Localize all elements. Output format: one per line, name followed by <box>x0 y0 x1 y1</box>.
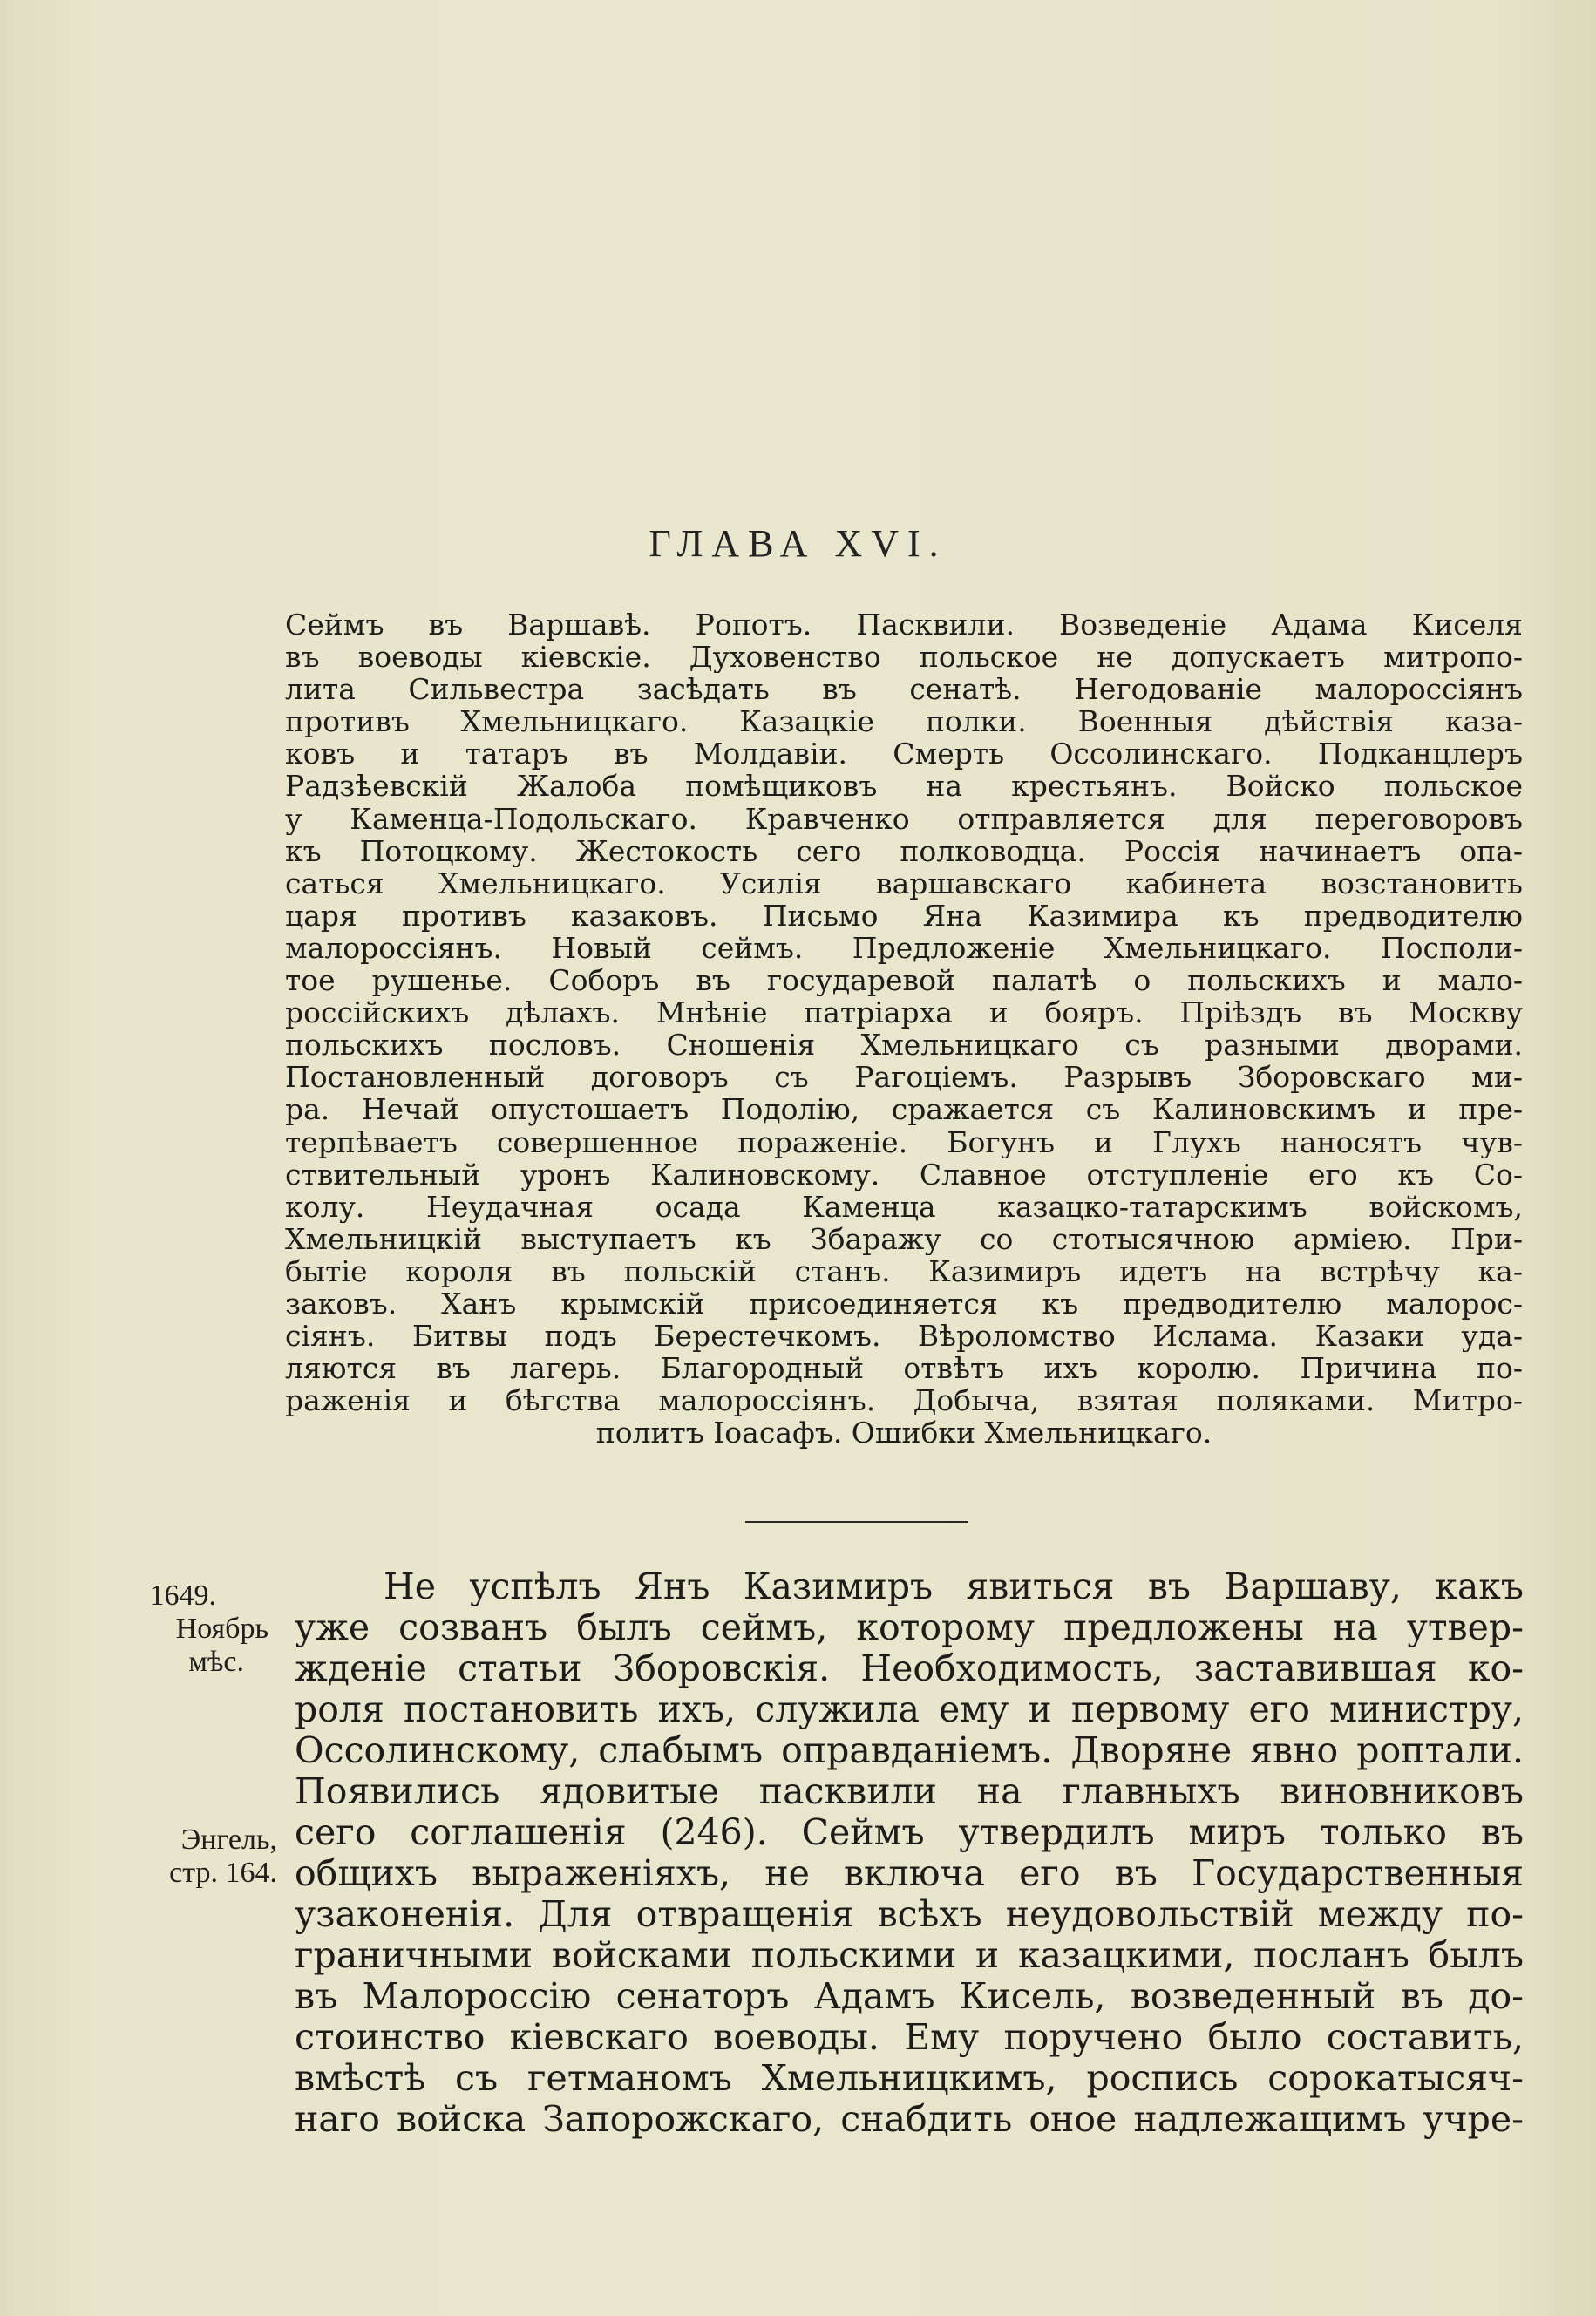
summary-line: къ Потоцкому. Жестокость сего полководца. Россія начинаетъ опа- <box>285 834 1523 867</box>
summary-line: Хмельницкій выступаетъ къ Збаражу со стотысячною арміею. При- <box>285 1222 1523 1255</box>
body-line: сего соглашенія (246). Сеймъ утвердилъ миръ только въ <box>295 1812 1524 1853</box>
body-line: наго войска Запорожскаго, снабдить оное надлежащимъ учре- <box>295 2099 1524 2140</box>
body-line: узаконенія. Для отвращенія всѣхъ неудовольствій между по- <box>295 1894 1524 1935</box>
summary-line: въ воеводы кіевскіе. Духовенство польское не допускаетъ митропо- <box>285 641 1523 674</box>
margin-date-abbr: мѣс. <box>188 1646 244 1678</box>
margin-date <box>94 1579 268 1679</box>
chapter-title: ГЛАВА XVI. <box>649 522 947 565</box>
body-line: стоинство кіевскаго воеводы. Ему поручено было составить, <box>295 2017 1524 2058</box>
summary-line: сіянъ. Битвы подъ Берестечкомъ. Вѣроломство Ислама. Казаки уда- <box>285 1320 1523 1353</box>
body-text <box>295 1566 1524 2140</box>
body-line: роля постановить ихъ, служила ему и первому его министру, <box>295 1689 1524 1730</box>
summary-line: терпѣваетъ совершенное пораженіе. Богунъ и Глухъ наносятъ чув- <box>285 1125 1523 1158</box>
summary-line: у Каменца-Подольскаго. Кравченко отправляется для переговоровъ <box>285 802 1523 835</box>
section-divider <box>745 1521 968 1523</box>
summary-line: ковъ и татаръ въ Молдавіи. Смерть Оссолинскаго. Подканцлеръ <box>285 737 1523 771</box>
summary-line: раженія и бѣгства малороссіянъ. Добыча, взятая поляками. Митро- <box>285 1384 1523 1417</box>
margin-ref-author: Энгель, <box>180 1824 277 1856</box>
body-line: Оссолинскому, слабымъ оправданіемъ. Дворяне явно роптали. <box>295 1730 1524 1771</box>
summary-line: ствительный уронъ Калиновскому. Славное отступленіе его къ Со- <box>285 1158 1523 1191</box>
summary-line: лита Сильвестра засѣдать въ сенатѣ. Негодованіе малороссіянъ <box>285 673 1523 706</box>
body-line: уже созванъ былъ сеймъ, которому предложены на утвер- <box>295 1607 1524 1648</box>
summary-line: Сеймъ въ Варшавѣ. Ропотъ. Пасквили. Возведеніе Адама Киселя <box>285 608 1523 642</box>
margin-date-year: 1649. <box>149 1579 216 1612</box>
body-line: общихъ выраженіяхъ, не включа его въ Государственныя <box>295 1853 1524 1894</box>
summary-line: Радзѣевскій Жалоба помѣщиковъ на крестьянъ. Войско польское <box>285 770 1523 803</box>
summary-line: россійскихъ дѣлахъ. Мнѣніе патріарха и бояръ. Пріѣздъ въ Москву <box>285 996 1523 1029</box>
summary-line: царя противъ казаковъ. Письмо Яна Казимира къ предводителю <box>285 899 1523 932</box>
margin-date-month: Ноябрь <box>175 1613 268 1645</box>
margin-reference <box>103 1824 277 1890</box>
summary-line: политъ Іоасафъ. Ошибки Хмельницкаго. <box>595 1416 1212 1450</box>
summary-line: тое рушенье. Соборъ въ государевой палатѣ о польскихъ и мало- <box>285 964 1523 997</box>
summary-line: ра. Нечай опустошаетъ Подолію, сражается съ Калиновскимъ и пре- <box>285 1093 1523 1126</box>
summary-line: колу. Неудачная осада Каменца казацко-татарскимъ войскомъ, <box>285 1190 1523 1223</box>
summary-line: Постановленный договоръ съ Рагоціемъ. Разрывъ Зборовскаго ми- <box>285 1061 1523 1094</box>
chapter-summary <box>285 608 1523 1449</box>
summary-line: ляются въ лагерь. Благородный отвѣтъ ихъ королю. Причина по- <box>285 1352 1523 1385</box>
summary-line: бытіе короля въ польскій станъ. Казимиръ идетъ на встрѣчу ка- <box>285 1254 1523 1287</box>
body-line: вмѣстѣ съ гетманомъ Хмельницкимъ, роспись сорокатысяч- <box>295 2058 1524 2099</box>
body-line: Не успѣлъ Янъ Казимиръ явиться въ Варшаву, какъ <box>384 1566 1524 1607</box>
summary-line: польскихъ пословъ. Сношенія Хмельницкаго съ разными дворами. <box>285 1029 1523 1062</box>
margin-ref-page: стр. 164. <box>169 1857 277 1889</box>
summary-line: саться Хмельницкаго. Усилія варшавскаго кабинета возстановить <box>285 866 1523 900</box>
body-line: Появились ядовитые пасквили на главныхъ виновниковъ <box>295 1771 1524 1812</box>
summary-line: противъ Хмельницкаго. Казацкіе полки. Военныя дѣйствія каза- <box>285 705 1523 738</box>
summary-line: малороссіянъ. Новый сеймъ. Предложеніе Хмельницкаго. Посполи- <box>285 931 1523 965</box>
summary-line: заковъ. Ханъ крымскій присоединяется къ предводителю малорос- <box>285 1287 1523 1321</box>
body-line: граничными войсками польскими и казацкими, посланъ былъ <box>295 1935 1524 1976</box>
body-line: въ Малороссію сенаторъ Адамъ Кисель, возведенный въ до- <box>295 1976 1524 2017</box>
body-line: жденіе статьи Зборовскія. Необходимость, заставившая ко- <box>295 1648 1524 1689</box>
